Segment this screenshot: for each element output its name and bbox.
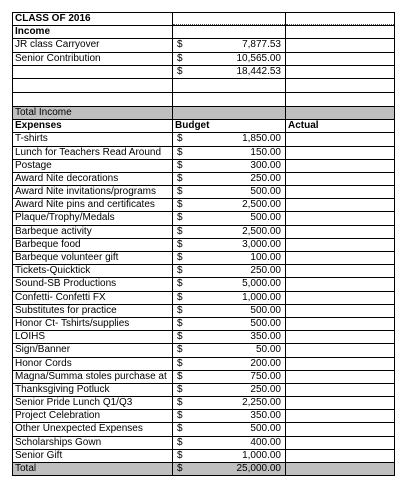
budget-header <box>172 120 285 132</box>
total-label: Total <box>12 463 172 475</box>
total-income-row <box>12 106 395 119</box>
dollar-sign: $ <box>177 265 183 277</box>
expense-row <box>12 422 395 435</box>
dollar-sign: $ <box>177 238 183 250</box>
expense-row <box>12 291 395 304</box>
income-amount: 18,442.53 <box>236 65 281 77</box>
expense-amount-cell <box>172 331 285 343</box>
expense-label: Plaque/Trophy/Medals <box>12 212 172 224</box>
expense-amount: 5,000.00 <box>242 278 281 290</box>
expense-amount: 100.00 <box>250 252 281 263</box>
expense-amount-cell <box>172 318 285 330</box>
expense-amount-cell <box>172 252 285 264</box>
expense-label: Barbeque activity <box>12 226 172 238</box>
actual-cell <box>285 423 395 435</box>
expense-amount-cell <box>172 371 285 383</box>
dollar-sign: $ <box>177 344 183 356</box>
expense-label: Senior Pride Lunch Q1/Q3 <box>12 397 172 409</box>
income-amount: 7,877.53 <box>242 39 281 51</box>
empty-cell <box>285 463 395 475</box>
expense-row <box>12 383 395 396</box>
expense-label: Project Celebration <box>12 410 172 422</box>
dollar-sign: $ <box>177 39 183 51</box>
total-amount-cell <box>172 463 285 475</box>
actual-cell <box>285 199 395 211</box>
dollar-sign: $ <box>177 133 183 145</box>
expense-label: Scholarships Gown <box>12 437 172 449</box>
actual-cell <box>285 265 395 277</box>
expense-row <box>12 251 395 264</box>
expense-amount-cell <box>172 305 285 317</box>
expense-amount: 1,850.00 <box>242 133 281 145</box>
actual-cell <box>285 371 395 383</box>
empty-cell <box>285 79 395 92</box>
expense-amount: 500.00 <box>250 423 281 435</box>
expense-amount-cell <box>172 384 285 396</box>
expense-amount-cell <box>172 278 285 290</box>
dollar-sign: $ <box>177 331 183 343</box>
page-title: CLASS OF 2016 <box>12 13 172 25</box>
dollar-sign: $ <box>177 159 183 171</box>
expense-row <box>12 409 395 422</box>
actual-cell <box>285 331 395 343</box>
empty-cell <box>172 107 285 119</box>
dollar-sign: $ <box>177 304 183 316</box>
expense-row <box>12 449 395 462</box>
expense-amount: 200.00 <box>250 357 281 369</box>
actual-cell <box>285 344 395 356</box>
expense-label: Award Nite pins and certificates <box>12 199 172 211</box>
empty-cell <box>285 93 395 106</box>
actual-cell <box>285 358 395 370</box>
expense-amount: 2,500.00 <box>242 225 281 237</box>
total-amount: 25,000.00 <box>236 463 281 474</box>
expense-amount-cell <box>172 423 285 435</box>
expense-amount-cell <box>172 186 285 198</box>
actual-cell <box>285 226 395 238</box>
expense-label: Confetti- Confetti FX <box>12 292 172 304</box>
empty-cell <box>12 93 172 106</box>
total-income-label: Total Income <box>12 107 172 119</box>
expense-label: Award Nite decorations <box>12 173 172 185</box>
income-row <box>12 52 395 65</box>
expense-row <box>12 343 395 356</box>
expense-label: Sign/Banner <box>12 344 172 356</box>
expense-rows <box>12 132 395 462</box>
expense-row <box>12 132 395 145</box>
empty-cell <box>285 107 395 119</box>
expense-label: Thanksgiving Potluck <box>12 384 172 396</box>
actual-cell <box>285 278 395 290</box>
actual-cell <box>285 305 395 317</box>
actual-cell <box>285 292 395 304</box>
expense-label: Magna/Summa stoles purchase at <box>12 371 172 383</box>
dollar-sign: $ <box>177 423 183 435</box>
expense-amount-cell <box>172 292 285 304</box>
empty-cell <box>172 13 285 25</box>
dollar-sign: $ <box>177 449 183 461</box>
empty-cell <box>172 79 285 92</box>
expense-label: Substitutes for practice <box>12 305 172 317</box>
expense-row <box>12 277 395 290</box>
dollar-sign: $ <box>177 252 183 263</box>
expense-amount: 3,000.00 <box>242 238 281 250</box>
dollar-sign: $ <box>177 146 183 158</box>
dollar-sign: $ <box>177 225 183 237</box>
expense-amount-cell <box>172 160 285 172</box>
actual-cell <box>285 397 395 409</box>
dollar-sign: $ <box>177 278 183 290</box>
income-amount-cell <box>172 66 285 78</box>
actual-cell <box>285 450 395 462</box>
expense-row <box>12 225 395 238</box>
expense-amount: 1,000.00 <box>242 449 281 461</box>
expense-label: Barbeque volunteer gift <box>12 252 172 264</box>
dollar-sign: $ <box>177 291 183 303</box>
dollar-sign: $ <box>177 172 183 184</box>
dollar-sign: $ <box>177 317 183 329</box>
actual-cell <box>285 133 395 145</box>
expense-amount: 500.00 <box>250 317 281 329</box>
income-header-row <box>12 25 395 38</box>
actual-cell <box>285 147 395 159</box>
actual-cell <box>285 437 395 449</box>
actual-cell <box>285 160 395 172</box>
income-label: Senior Contribution <box>12 53 172 65</box>
empty-cell <box>12 79 172 92</box>
expense-amount-cell <box>172 265 285 277</box>
expense-amount: 150.00 <box>250 146 281 158</box>
actual-cell <box>285 239 395 251</box>
expense-label: Award Nite invitations/programs <box>12 186 172 198</box>
income-header: Income <box>12 26 172 38</box>
expense-amount-cell <box>172 133 285 145</box>
expense-amount-cell <box>172 450 285 462</box>
expense-row <box>12 370 395 383</box>
dollar-sign: $ <box>177 463 183 474</box>
expense-row <box>12 264 395 277</box>
expense-row <box>12 330 395 343</box>
expense-amount: 250.00 <box>250 265 281 277</box>
income-row <box>12 65 395 78</box>
expense-amount: 500.00 <box>250 304 281 316</box>
actual-cell <box>285 318 395 330</box>
dollar-sign: $ <box>177 357 183 369</box>
expenses-header-row <box>12 119 395 132</box>
expense-amount: 250.00 <box>250 383 281 395</box>
expense-amount: 350.00 <box>250 410 281 422</box>
budget-header-label: Budget <box>175 120 210 132</box>
empty-cell <box>285 26 395 38</box>
expense-label: Senior Gift <box>12 450 172 462</box>
expense-label: Postage <box>12 160 172 172</box>
expense-row <box>12 185 395 198</box>
actual-cell <box>285 173 395 185</box>
actual-cell <box>285 53 395 65</box>
expense-amount: 500.00 <box>250 186 281 198</box>
expense-label: Other Unexpected Expenses <box>12 423 172 435</box>
title-row <box>12 12 395 25</box>
total-row <box>12 462 395 476</box>
expense-amount-cell <box>172 437 285 449</box>
expense-amount: 750.00 <box>250 370 281 382</box>
income-amount: 10,565.00 <box>236 52 281 64</box>
expense-amount: 50.00 <box>255 344 281 356</box>
expense-label: T-shirts <box>12 133 172 145</box>
actual-cell <box>285 410 395 422</box>
expense-amount: 2,250.00 <box>242 397 281 409</box>
actual-cell <box>285 186 395 198</box>
dollar-sign: $ <box>177 186 183 198</box>
expense-amount-cell <box>172 147 285 159</box>
expense-row <box>12 357 395 370</box>
expense-row <box>12 304 395 317</box>
expense-amount-cell <box>172 239 285 251</box>
actual-header: Actual <box>285 120 395 132</box>
empty-cell <box>172 93 285 106</box>
expense-row <box>12 436 395 449</box>
expense-amount-cell <box>172 358 285 370</box>
dollar-sign: $ <box>177 65 183 77</box>
dollar-sign: $ <box>177 199 183 211</box>
blank-row <box>12 92 395 106</box>
empty-cell <box>285 13 395 25</box>
expense-amount-cell <box>172 344 285 356</box>
expense-amount: 2,500.00 <box>242 199 281 211</box>
actual-cell <box>285 212 395 224</box>
expense-amount: 500.00 <box>250 212 281 224</box>
dollar-sign: $ <box>177 370 183 382</box>
expense-label: Tickets-Quicktick <box>12 265 172 277</box>
actual-cell <box>285 39 395 51</box>
expense-label: Barbeque food <box>12 239 172 251</box>
expense-amount-cell <box>172 173 285 185</box>
income-amount-cell <box>172 39 285 51</box>
expense-row <box>12 159 395 172</box>
expense-label: Honor Cords <box>12 358 172 370</box>
dollar-sign: $ <box>177 397 183 409</box>
expense-row <box>12 172 395 185</box>
expense-amount-cell <box>172 410 285 422</box>
income-rows <box>12 38 395 78</box>
empty-cell <box>172 26 285 38</box>
dollar-sign: $ <box>177 410 183 422</box>
income-label <box>12 66 172 78</box>
expense-amount-cell <box>172 226 285 238</box>
expense-amount-cell <box>172 397 285 409</box>
expense-amount-cell <box>172 199 285 211</box>
actual-cell <box>285 384 395 396</box>
expense-amount-cell <box>172 212 285 224</box>
expense-label: Sound-SB Productions <box>12 278 172 290</box>
expense-amount: 400.00 <box>250 436 281 448</box>
income-label: JR class Carryover <box>12 39 172 51</box>
expense-amount: 1,000.00 <box>242 291 281 303</box>
dollar-sign: $ <box>177 212 183 224</box>
expense-row <box>12 396 395 409</box>
expense-amount: 350.00 <box>250 331 281 343</box>
dollar-sign: $ <box>177 52 183 64</box>
dollar-sign: $ <box>177 383 183 395</box>
blank-row <box>12 78 395 92</box>
income-row <box>12 38 395 51</box>
spreadsheet <box>12 12 395 476</box>
actual-cell <box>285 66 395 78</box>
expense-label: LOIHS <box>12 331 172 343</box>
expense-row <box>12 211 395 224</box>
expenses-header: Expenses <box>12 120 172 132</box>
expense-row <box>12 317 395 330</box>
dollar-sign: $ <box>177 436 183 448</box>
expense-amount: 300.00 <box>250 159 281 171</box>
expense-amount: 250.00 <box>250 172 281 184</box>
expense-row <box>12 198 395 211</box>
income-amount-cell <box>172 53 285 65</box>
expense-row <box>12 238 395 251</box>
expense-label: Lunch for Teachers Read Around <box>12 147 172 159</box>
expense-label: Honor Ct- Tshirts/supplies <box>12 318 172 330</box>
expense-row <box>12 146 395 159</box>
actual-cell <box>285 252 395 264</box>
